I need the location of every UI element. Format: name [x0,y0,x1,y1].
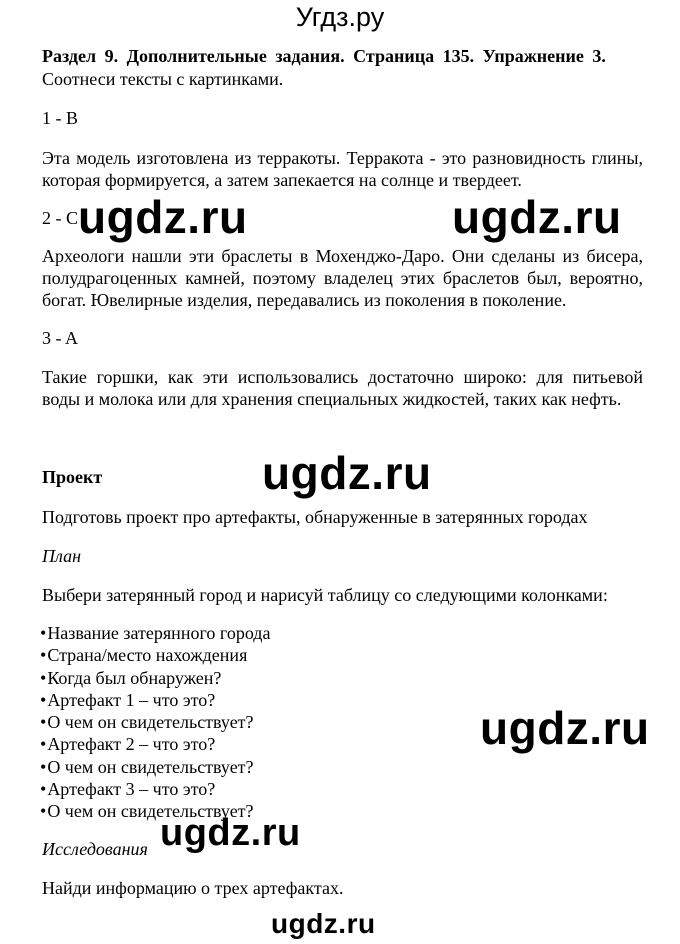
watermark: ugdz.ru [452,191,622,243]
research-label: Исследования [42,839,148,859]
answer-1-label: 1 - B [42,108,78,128]
bullet-item: • Страна/место нахождения [40,644,270,666]
bullet-item: • О чем он свидетельствует? [40,800,270,822]
plan-bullet-list [40,622,270,823]
answer-1-line-1: Эта модель изготовлена из терракоты. Терракота - это разновидность глины, [42,148,643,168]
bullet-item: • Название затерянного города [40,622,270,644]
answer-2-label: 2 - C [42,208,78,228]
answer-2-line-2: полудрагоценных камней, поэтому владелец этих браслетов был, вероятно, [42,268,643,288]
watermark: ugdz.ru [271,908,376,939]
bullet-item: • Когда был обнаружен? [40,667,270,689]
site-title: Угдз.ру [295,2,385,32]
answer-2-line-3: богат. Ювелирные изделия, передавались из поколения в поколение. [42,290,567,310]
answer-3-label: 3 - A [42,328,78,348]
watermark: ugdz.ru [480,702,650,754]
plan-text: Выбери затерянный город и нарисуй таблицу со следующими колонками: [42,585,608,605]
bullet-item: • О чем он свидетельствует? [40,711,270,733]
answer-1-line-2: которая формируется, а затем запекается на солнце и твердеет. [42,170,522,190]
bullet-item: • Артефакт 3 – что это? [40,778,270,800]
watermark: ugdz.ru [160,812,301,854]
bullet-item: • Артефакт 2 – что это? [40,733,270,755]
watermark: ugdz.ru [78,191,248,243]
exercise-instruction: Соотнеси тексты с картинками. [42,69,284,89]
answer-3-line-2: воды и молока или для хранения специальных жидкостей, таких как нефть. [42,389,622,409]
plan-label: План [42,546,81,566]
answer-3-line-1: Такие горшки, как эти использовались достаточно широко: для питьевой [42,367,643,387]
project-intro: Подготовь проект про артефакты, обнаруженные в затерянных городах [42,507,588,527]
bullet-item: • О чем он свидетельствует? [40,756,270,778]
answer-2-line-1: Археологи нашли эти браслеты в Мохенджо-Даро. Они сделаны из бисера, [42,246,643,266]
bullet-item: • Артефакт 1 – что это? [40,689,270,711]
research-text: Найди информацию о трех артефактах. [42,878,344,898]
watermark: ugdz.ru [262,447,432,499]
exercise-heading: Раздел 9. Дополнительные задания. Страница 135. Упражнение 3. [42,46,606,66]
project-title: Проект [42,467,103,487]
